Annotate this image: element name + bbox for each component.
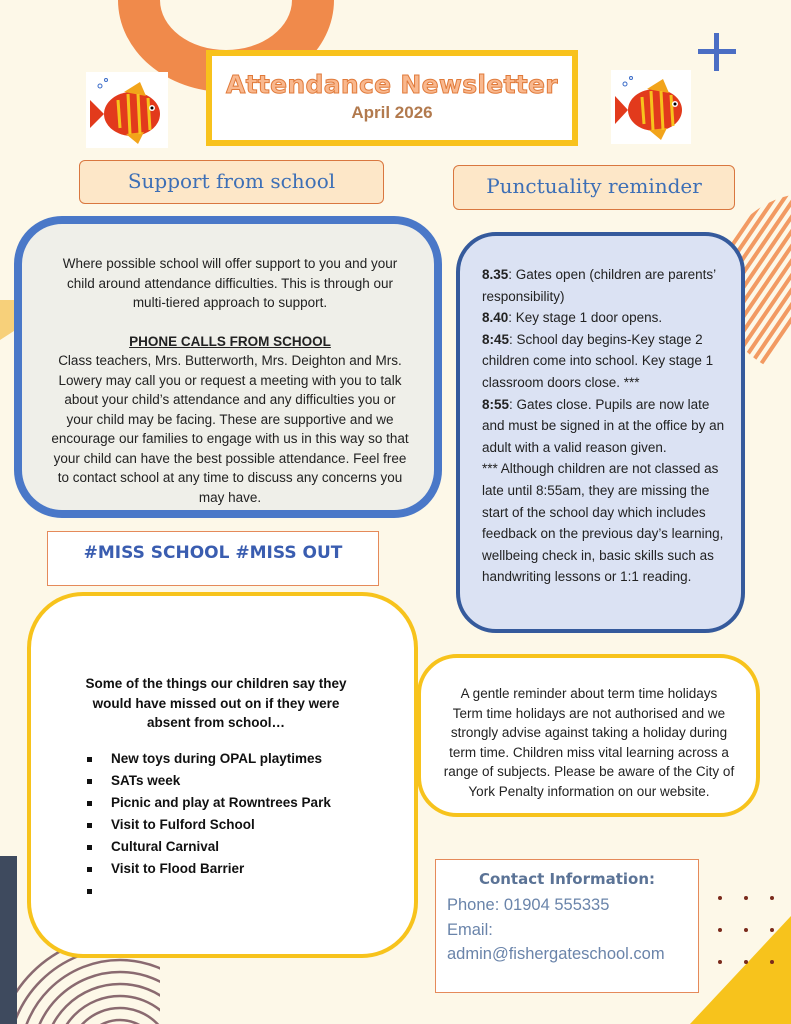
schedule-text: : School day begins-Key stage 2 children come into school. Key stage 1 classroom doors close. *** [482, 331, 714, 390]
punctuality-heading: Punctuality reminder [453, 165, 735, 210]
punctuality-section [456, 232, 745, 633]
children-intro: Some of the things our children say they would have missed out on if they were absent from school… [85, 676, 347, 730]
list-item [81, 880, 331, 902]
contact-email[interactable]: admin@fishergateschool.com [447, 945, 665, 963]
contact-title: Contact Information: [478, 870, 656, 888]
schedule-text: : Key stage 1 door opens. [508, 310, 663, 326]
issue-date: April 2026 [351, 103, 433, 122]
schedule-time: 8.40 [482, 310, 509, 326]
missed-activities-list [81, 748, 331, 902]
list-item: Cultural Carnival [81, 836, 331, 858]
contact-section [435, 859, 699, 993]
newsletter-header [206, 50, 578, 146]
support-intro: Where possible school will offer support to you and your child around attendance difficulties. This is through our multi-tiered approach to support. [62, 256, 398, 310]
support-content [50, 254, 410, 507]
children-section [27, 592, 418, 958]
schedule-item [482, 394, 732, 459]
schedule-time: 8.35 [482, 267, 509, 282]
list-item: Visit to Fulford School [81, 814, 331, 836]
schedule-item [482, 264, 732, 307]
support-section [14, 216, 442, 518]
schedule-item [482, 307, 732, 329]
fish-icon [611, 70, 691, 144]
list-item: SATs week [81, 770, 331, 792]
schedule-time: 8:45 [482, 331, 510, 347]
holiday-section [417, 654, 760, 817]
punctuality-content [482, 264, 732, 588]
fish-icon [611, 70, 691, 144]
list-item: New toys during OPAL playtimes [81, 748, 331, 770]
fish-icon [86, 72, 168, 148]
schedule-text: : Gates open (children are parents’ responsibility) [482, 267, 716, 304]
schedule-item [482, 329, 732, 394]
yellow-corner-decoration [690, 916, 791, 1024]
list-item: Picnic and play at Rowntrees Park [81, 792, 331, 814]
phone-calls-subheading: PHONE CALLS FROM SCHOOL [129, 333, 331, 349]
punctuality-note: *** Although children are not classed as late until 8:55am, they are missing the start of the school day which includes feedback on the previous day’s learning, wellbeing check in, basic skills such as handwriting lessons or 1:1 reading. [482, 461, 724, 585]
list-item: Visit to Flood Barrier [81, 858, 331, 880]
holiday-title: A gentle reminder about term time holidays [460, 686, 718, 701]
holiday-body: Term time holidays are not authorised and we strongly advise against taking a holiday during term time. Children miss vital learning across a range of subjects. Please be aware of the City of York Penalty information on our website. [443, 705, 735, 799]
plus-icon [698, 33, 736, 71]
page-title: Attendance Newsletter [226, 70, 558, 99]
fish-icon [86, 72, 168, 148]
holiday-content [439, 684, 739, 801]
navy-bar-decoration [0, 856, 17, 1024]
support-body: Class teachers, Mrs. Butterworth, Mrs. Deighton and Mrs. Lowery may call you or request a meeting with you to talk about your child’s attendance and any difficulties you or your child may be facing. These are supportive and we encourage our families to engage with us in this way so that your child can have the best possible attendance. Feel free to contact school at any time to discuss any concerns you may have. [51, 353, 409, 505]
miss-school-banner [47, 531, 379, 586]
contact-phone[interactable]: Phone: 01904 555335 [447, 896, 610, 914]
support-heading: Support from school [79, 160, 384, 204]
schedule-time: 8:55 [482, 396, 510, 412]
miss-school-text: #MISS SCHOOL #MISS OUT [83, 543, 343, 563]
schedule-text: : Gates close. Pupils are now late and must be signed in at the office by an adult with a valid reason given. [482, 396, 725, 455]
contact-email-label: Email: [447, 921, 493, 939]
